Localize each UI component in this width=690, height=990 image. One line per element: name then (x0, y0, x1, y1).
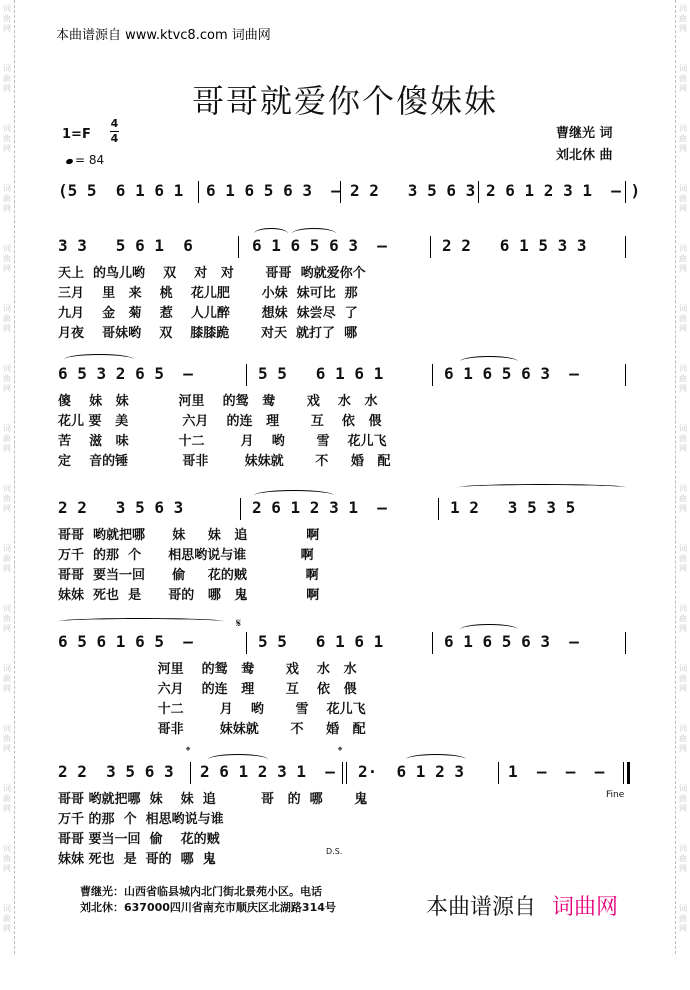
segno-icon: 𝄋 (236, 616, 242, 630)
watermark-text: 词 曲 网 (3, 724, 11, 753)
lyric-verse-2: 万千 的那 个 相思哟说与谁 (58, 812, 224, 827)
lyrics-block (58, 788, 633, 868)
watermark-text: 词 曲 网 (3, 4, 11, 33)
watermark-text: 词 曲 网 (3, 904, 11, 933)
watermark-text: 词 曲 网 (3, 184, 11, 213)
measure: 2 2 3 5 6 3 (58, 762, 174, 781)
source-header: 本曲谱源自 www.ktvc8.com 词曲网 (56, 28, 271, 43)
watermark-text: 词 曲 网 (679, 244, 687, 273)
footer-brand (426, 890, 618, 921)
watermark-text: 词 曲 网 (3, 124, 11, 153)
watermark-text: 词 曲 网 (3, 844, 11, 873)
key-signature: 1=F (62, 127, 91, 142)
measure: 1 – – – (508, 762, 605, 781)
notation-line (58, 236, 633, 262)
lyric-verse-4: 哥非 妹妹就 不 婚 配 (58, 722, 366, 737)
fine-mark: Fine (606, 790, 625, 800)
measure: 2 2 3 5 6 3 (58, 498, 184, 517)
watermark-text: 词 曲 网 (679, 4, 687, 33)
watermark-text: 词 曲 网 (679, 424, 687, 453)
measure: 2 2 6 1 5 3 3 (442, 236, 587, 255)
tempo-marking: = 84 (66, 153, 104, 167)
measure: 5 5 6 1 6 1 (258, 364, 384, 383)
lyrics-block (58, 262, 633, 342)
measure: 2 6 1 2 3 1 – ) (486, 181, 641, 200)
measure: 6 1 6 5 6 3 – (206, 181, 341, 200)
watermark-text: 词 曲 网 (679, 904, 687, 933)
measure: (5 5 6 1 6 1 (58, 181, 184, 200)
song-title: 哥哥就爱你个傻妹妹 (191, 82, 498, 120)
watermark-text: 词 曲 网 (3, 544, 11, 573)
composer-credit: 刘北休 曲 (556, 148, 613, 163)
footer-brand-text: 本曲谱源自 (426, 895, 537, 920)
watermark-text: 词 曲 网 (3, 424, 11, 453)
lyricist-credit: 曹继光 词 (556, 126, 613, 141)
lyric-verse-3: 苦 滋 味 十二 月 哟 雪 花儿飞 (58, 434, 387, 449)
measure: 6 1 6 5 6 3 – (444, 364, 579, 383)
lyric-verse-1: 哥哥 哟就把哪 妹 妹 追 哥 的 哪 鬼 (58, 792, 368, 807)
watermark-text: 词 曲 网 (679, 64, 687, 93)
coda-icon: 𝄌 (186, 744, 191, 758)
score-system-intro (58, 181, 641, 207)
measure: 6 1 6 5 6 3 – (444, 632, 579, 651)
time-signature (110, 118, 119, 145)
lyrics-block (58, 390, 633, 470)
lyric-verse-2: 万千 的那 个 相思哟说与谁 啊 (58, 548, 314, 563)
left-watermark-strip (0, 0, 15, 954)
watermark-text: 词 曲 网 (679, 724, 687, 753)
score-system-2 (58, 364, 633, 470)
watermark-text: 词 曲 网 (679, 484, 687, 513)
measure: 2 6 1 2 3 1 – (252, 498, 387, 517)
measure: 1 2 3 5 3 5 (450, 498, 576, 517)
lyric-verse-2: 六月 的连 理 互 依 偎 (58, 682, 357, 697)
watermark-text: 词 曲 网 (3, 64, 11, 93)
composer-address: 刘北休：637000四川省南充市顺庆区北湖路314号 (80, 901, 336, 914)
lyric-verse-3: 九月 金 菊 惹 人儿醉 想妹 妹尝尽 了 (58, 306, 358, 321)
lyric-verse-3: 十二 月 哟 雪 花儿飞 (58, 702, 366, 717)
lyric-verse-2: 花儿 要 美 六月 的连 理 互 依 偎 (58, 414, 382, 429)
measure: 6 5 3 2 6 5 – (58, 364, 193, 383)
score-system-4 (58, 616, 633, 738)
right-watermark-strip (675, 0, 690, 954)
watermark-text: 词 曲 网 (679, 544, 687, 573)
notation-line (58, 762, 633, 788)
measure: 3 3 5 6 1 6 (58, 236, 193, 255)
coda-icon: 𝄌 (338, 744, 343, 758)
footer-addresses (80, 884, 336, 916)
time-top: 4 (110, 117, 119, 130)
score-system-5 (58, 744, 633, 868)
lyric-verse-2: 三月 里 来 桃 花儿肥 小妹 妹可比 那 (58, 286, 358, 301)
lyric-verse-3: 哥哥 要当一回 偷 花的贼 啊 (58, 568, 319, 583)
watermark-text: 词 曲 网 (3, 784, 11, 813)
measure: 2 2 3 5 6 3 (350, 181, 476, 200)
ds-mark: D.S. (326, 847, 343, 856)
score-system-1 (58, 236, 633, 342)
lyric-verse-1: 哥哥 哟就把哪 妹 妹 追 啊 (58, 528, 320, 543)
notation-line (58, 498, 633, 524)
measure: 2 6 1 2 3 1 – (200, 762, 335, 781)
measure: 6 5 6 1 6 5 – (58, 632, 193, 651)
notation-line (58, 632, 633, 658)
footer-brand-link[interactable]: 词曲网 (552, 895, 619, 920)
lyric-verse-4: 定 音的锤 哥非 妹妹就 不 婚 配 (58, 454, 391, 469)
score-system-3 (58, 498, 633, 604)
watermark-text: 词 曲 网 (3, 244, 11, 273)
measure: 5 5 6 1 6 1 (258, 632, 384, 651)
watermark-text: 词 曲 网 (3, 604, 11, 633)
watermark-text: 词 曲 网 (679, 784, 687, 813)
lyricist-address: 曹继光：山西省临县城内北门街北景苑小区。电话 (80, 885, 322, 898)
lyric-verse-4: 妹妹 死也 是 哥的 哪 鬼 (58, 852, 216, 867)
watermark-text: 词 曲 网 (3, 484, 11, 513)
measure: 2· 6 1 2 3 (358, 762, 464, 781)
watermark-text: 词 曲 网 (3, 364, 11, 393)
lyric-verse-1: 傻 妹 妹 河里 的鸳 鸯 戏 水 水 (58, 394, 378, 409)
watermark-text: 词 曲 网 (679, 364, 687, 393)
watermark-text: 词 曲 网 (679, 184, 687, 213)
lyric-verse-1: 天上 的鸟儿哟 双 对 对 哥哥 哟就爱你个 (58, 266, 366, 281)
watermark-text: 词 曲 网 (679, 124, 687, 153)
watermark-text: 词 曲 网 (3, 664, 11, 693)
notation-line (58, 364, 633, 390)
lyric-verse-1: 河里 的鸳 鸯 戏 水 水 (58, 662, 357, 677)
watermark-text: 词 曲 网 (3, 304, 11, 333)
lyric-verse-3: 哥哥 要当一回 偷 花的贼 (58, 832, 220, 847)
lyrics-block (58, 658, 633, 738)
lyric-verse-4: 月夜 哥妹哟 双 膝膝跪 对天 就打了 哪 (58, 326, 358, 341)
watermark-text: 词 曲 网 (679, 664, 687, 693)
notation-line (58, 181, 641, 207)
measure: 6 1 6 5 6 3 – (252, 236, 387, 255)
time-bottom: 4 (110, 132, 119, 145)
watermark-text: 词 曲 网 (679, 844, 687, 873)
lyric-verse-4: 妹妹 死也 是 哥的 哪 鬼 啊 (58, 588, 320, 603)
quarter-note-icon (65, 158, 73, 165)
watermark-text: 词 曲 网 (679, 304, 687, 333)
lyrics-block (58, 524, 633, 604)
watermark-text: 词 曲 网 (679, 604, 687, 633)
